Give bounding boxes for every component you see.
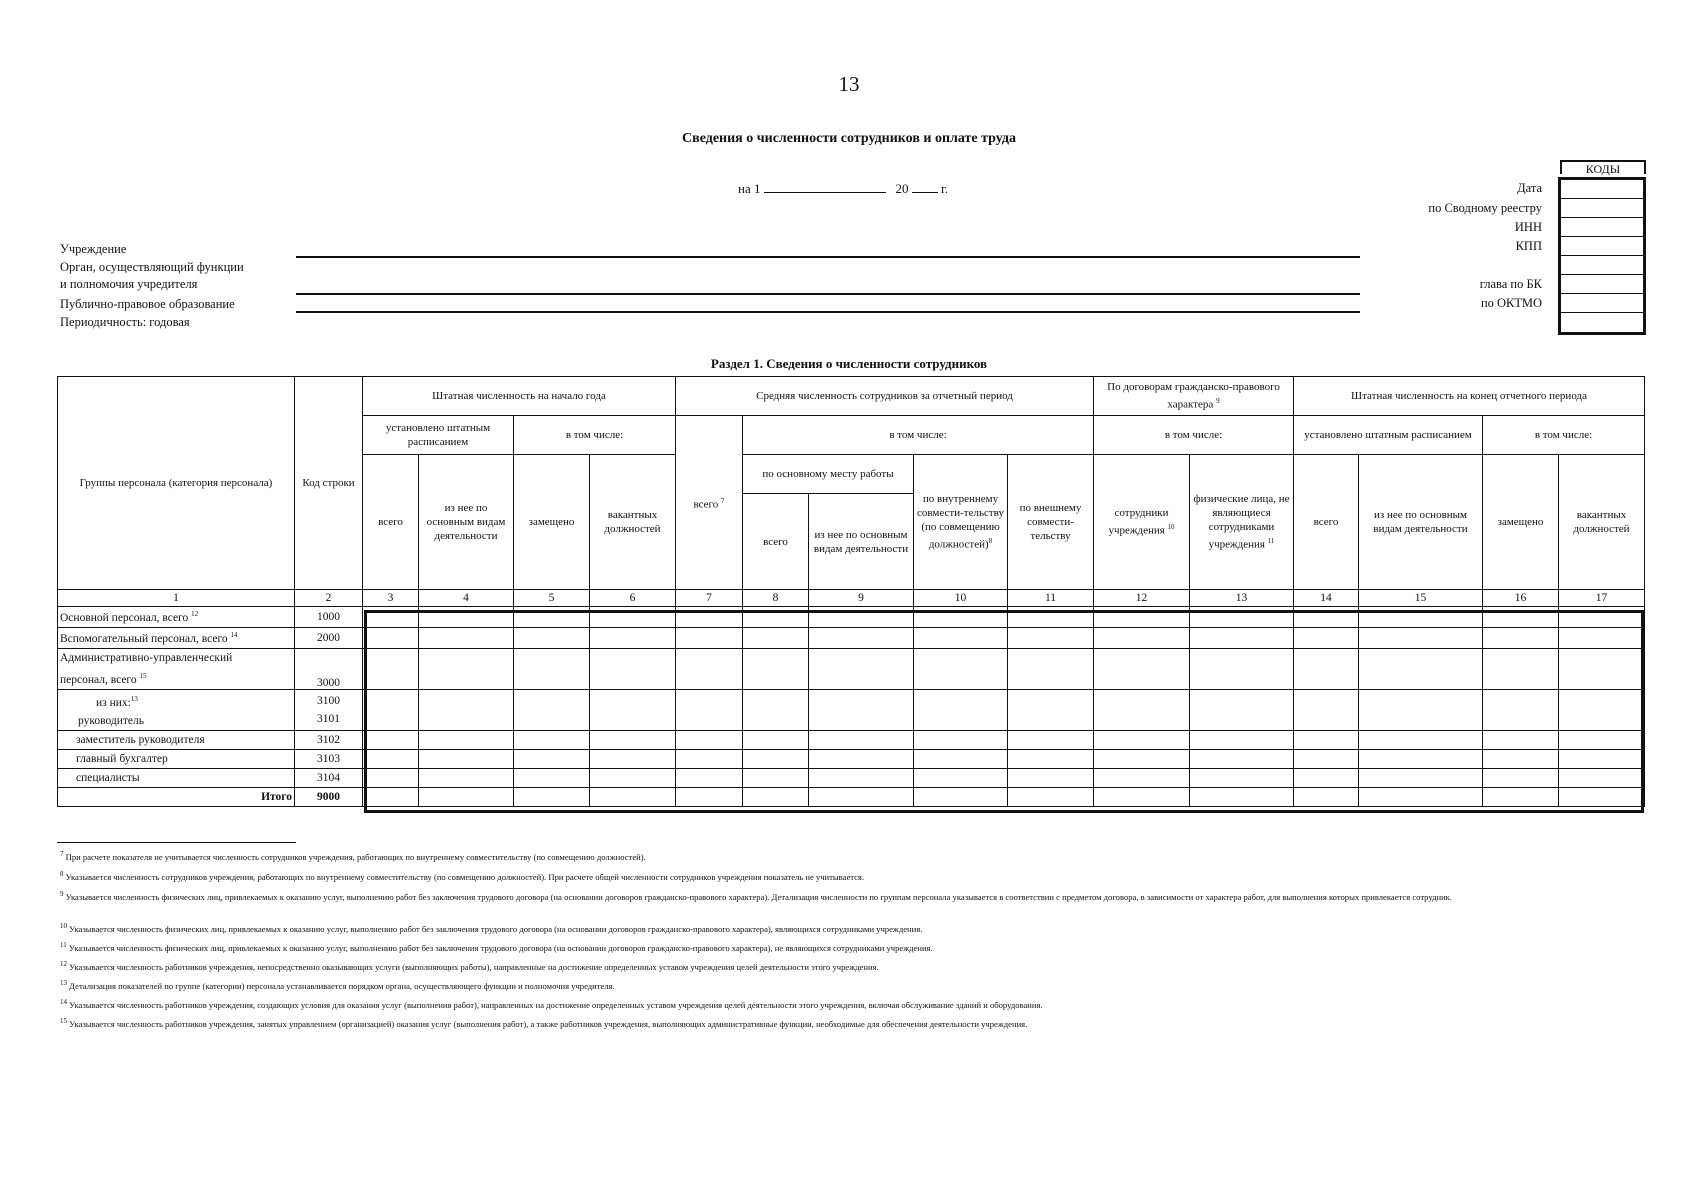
data-cell-col-17[interactable]	[1559, 649, 1645, 690]
date-day-month-field[interactable]	[764, 180, 886, 193]
data-cell-col-14[interactable]	[1294, 690, 1359, 731]
data-cell-col-17[interactable]	[1559, 628, 1645, 649]
data-cell-col-15[interactable]	[1359, 607, 1483, 628]
institution-label: Учреждение	[60, 242, 127, 256]
data-cell-col-6[interactable]	[590, 730, 676, 749]
data-cell-col-11[interactable]	[1008, 607, 1094, 628]
code-label-inn: ИНН	[1514, 220, 1542, 234]
data-cell-col-8[interactable]	[743, 690, 809, 731]
data-cell-col-6[interactable]	[590, 749, 676, 768]
code-cell-kpp[interactable]	[1561, 237, 1643, 256]
data-cell-col-4[interactable]	[419, 768, 514, 787]
row-code: 3104	[295, 768, 363, 787]
data-cell-col-7[interactable]	[676, 730, 743, 749]
data-cell-col-10[interactable]	[914, 768, 1008, 787]
data-cell-col-10[interactable]	[914, 607, 1008, 628]
data-cell-col-11[interactable]	[1008, 787, 1094, 806]
data-cell-col-4[interactable]	[419, 649, 514, 690]
data-cell-col-12[interactable]	[1094, 649, 1190, 690]
header-main-activity-start: из нее по основным видам деятельности	[419, 455, 514, 590]
data-cell-col-17[interactable]	[1559, 730, 1645, 749]
header-total-end: всего	[1294, 455, 1359, 590]
table-row	[58, 607, 1645, 628]
data-cell-col-16[interactable]	[1483, 649, 1559, 690]
row-label: Итого	[58, 787, 295, 806]
data-cell-col-16[interactable]	[1483, 628, 1559, 649]
row-code: 3103	[295, 749, 363, 768]
header-incl-avg: в том числе:	[743, 416, 1094, 455]
row-code: 2000	[295, 628, 363, 649]
table-row	[58, 768, 1645, 787]
data-cell-col-15[interactable]	[1359, 690, 1483, 731]
header-external: по внешнему совмести-тельству	[1008, 455, 1094, 590]
data-cell-col-9[interactable]	[809, 649, 914, 690]
code-label-kpp: КПП	[1515, 239, 1542, 253]
form-title: Сведения о численности сотрудников и оплате труда	[682, 131, 1016, 146]
data-cell-col-3[interactable]	[363, 749, 419, 768]
data-cell-col-12[interactable]	[1094, 607, 1190, 628]
data-cell-col-12[interactable]	[1094, 768, 1190, 787]
header-vacant-end: вакантных должностей	[1559, 455, 1645, 590]
data-cell-col-14[interactable]	[1294, 628, 1359, 649]
footnote-9: $^9$ Указывается численность физических лиц, привлекаемых к оказанию услуг, выполнению работ без заключения трудового договора (на основании договоров гражданско-правового характера). Детализация численности по группам персонала указывается в соответствии с предметом договора, в зависимости от характера работ, для выполнения которых привлекается сотрудник.	[60, 890, 1453, 902]
header-code: Код строки	[295, 377, 363, 590]
data-cell-col-16[interactable]	[1483, 768, 1559, 787]
staff-table	[57, 376, 1645, 807]
header-filled-start: замещено	[514, 455, 590, 590]
row-label: Основной персонал, всего $^{12}$	[58, 607, 295, 628]
data-cell-col-3[interactable]	[363, 690, 419, 731]
data-cell-col-17[interactable]	[1559, 690, 1645, 731]
report-date-line	[738, 180, 948, 197]
footnote-11: $^{11}$ Указывается численность физических лиц, привлекаемых к оказанию услуг, выполнению работ без заключения трудового договора (на основании договоров гражданско-правового характера), не являющихся сотрудниками учреждения.	[60, 941, 933, 953]
organ-field-line[interactable]	[296, 293, 1360, 295]
data-cell-col-9[interactable]	[809, 749, 914, 768]
data-cell-col-8[interactable]	[743, 768, 809, 787]
data-cell-col-5[interactable]	[514, 749, 590, 768]
row-label: специалисты	[58, 768, 295, 787]
col-number: 16	[1483, 590, 1559, 607]
data-cell-col-9[interactable]	[809, 768, 914, 787]
data-cell-col-13[interactable]	[1190, 690, 1294, 731]
data-cell-col-16[interactable]	[1483, 787, 1559, 806]
data-cell-col-6[interactable]	[590, 607, 676, 628]
data-cell-col-4[interactable]	[419, 749, 514, 768]
data-cell-col-7[interactable]	[676, 749, 743, 768]
data-cell-col-8[interactable]	[743, 730, 809, 749]
header-main-place-main-activity: из нее по основным видам деятельности	[809, 494, 914, 590]
data-cell-col-13[interactable]	[1190, 607, 1294, 628]
data-cell-col-3[interactable]	[363, 649, 419, 690]
col-number: 8	[743, 590, 809, 607]
data-cell-col-11[interactable]	[1008, 730, 1094, 749]
row-label: из них:$^{13}$ руководитель	[58, 690, 295, 731]
col-number: 11	[1008, 590, 1094, 607]
data-cell-col-8[interactable]	[743, 787, 809, 806]
column-numbers-row	[58, 590, 1645, 607]
data-cell-col-5[interactable]	[514, 768, 590, 787]
data-cell-col-10[interactable]	[914, 787, 1008, 806]
footnote-15: $^{15}$ Указывается численность работников учреждения, занятых управлением (организацией) оказания услуг (выполнения работ), а также работников учреждения, выполняющих административные функции, необходимые для обеспечения деятельности учреждения.	[60, 1017, 1028, 1029]
data-cell-col-3[interactable]	[363, 787, 419, 806]
footnote-12: $^{12}$ Указывается численность работников учреждения, непосредственно оказывающих услуги (выполняющих работы), направленные на достижение определенных уставом учреждения целей деятельности этого учреждения.	[60, 960, 879, 972]
col-number: 1	[58, 590, 295, 607]
data-cell-col-8[interactable]	[743, 607, 809, 628]
header-main-activity-end: из нее по основным видам деятельности	[1359, 455, 1483, 590]
header-avg-total: всего $^7$	[676, 416, 743, 590]
col-number: 14	[1294, 590, 1359, 607]
code-cell-date[interactable]	[1561, 180, 1643, 199]
data-cell-col-8[interactable]	[743, 628, 809, 649]
codes-header: КОДЫ	[1560, 160, 1646, 174]
row-label: Вспомогательный персонал, всего $^{14}$	[58, 628, 295, 649]
data-cell-col-4[interactable]	[419, 607, 514, 628]
data-cell-col-15[interactable]	[1359, 768, 1483, 787]
data-cell-col-17[interactable]	[1559, 768, 1645, 787]
data-cell-col-16[interactable]	[1483, 730, 1559, 749]
code-label-date: Дата	[1517, 181, 1542, 195]
footnote-7: $^7$ При расчете показателя не учитывается численность сотрудников учреждения, работающих по внутреннему совместительству (по совмещению должностей).	[60, 850, 646, 862]
data-cell-col-16[interactable]	[1483, 749, 1559, 768]
row-code: 3000	[295, 649, 363, 690]
data-cell-col-9[interactable]	[809, 787, 914, 806]
data-cell-col-15[interactable]	[1359, 628, 1483, 649]
header-filled-end: замещено	[1483, 455, 1559, 590]
header-vacant-start: вакантных должностей	[590, 455, 676, 590]
table-row	[58, 749, 1645, 768]
data-cell-col-14[interactable]	[1294, 749, 1359, 768]
row-code: 1000	[295, 607, 363, 628]
data-cell-col-11[interactable]	[1008, 649, 1094, 690]
data-cell-col-7[interactable]	[676, 787, 743, 806]
table-row-total	[58, 787, 1645, 806]
data-cell-col-8[interactable]	[743, 649, 809, 690]
col-number: 10	[914, 590, 1008, 607]
data-cell-col-6[interactable]	[590, 768, 676, 787]
date-year-field[interactable]	[912, 180, 938, 193]
data-cell-col-7[interactable]	[676, 768, 743, 787]
data-cell-col-4[interactable]	[419, 730, 514, 749]
footnote-10: $^{10}$ Указывается численность физических лиц, привлекаемых к оказанию услуг, выполнению работ без заключения трудового договора (на основании договоров гражданско-правового характера), являющихся сотрудниками учреждения.	[60, 922, 923, 934]
data-cell-col-8[interactable]	[743, 749, 809, 768]
data-cell-col-10[interactable]	[914, 628, 1008, 649]
data-cell-col-5[interactable]	[514, 649, 590, 690]
data-cell-col-3[interactable]	[363, 768, 419, 787]
row-code: 9000	[295, 787, 363, 806]
code-label-oktmo: по ОКТМО	[1480, 296, 1542, 310]
footnote-rule	[57, 842, 296, 843]
data-cell-col-6[interactable]	[590, 649, 676, 690]
code-label-registry: по Сводному реестру	[1428, 201, 1542, 215]
col-number: 9	[809, 590, 914, 607]
data-cell-col-12[interactable]	[1094, 730, 1190, 749]
data-cell-col-13[interactable]	[1190, 749, 1294, 768]
data-cell-col-17[interactable]	[1559, 787, 1645, 806]
table-row	[58, 730, 1645, 749]
data-cell-col-9[interactable]	[809, 730, 914, 749]
footnote-14: $^{14}$ Указывается численность работников учреждения, создающих условия для оказания услуг (выполнения работ), направленных на достижение определенных уставом учреждения целей деятельности этого учреждения, включая обслуживание зданий и оборудования.	[60, 998, 1043, 1010]
data-cell-col-11[interactable]	[1008, 690, 1094, 731]
data-cell-col-5[interactable]	[514, 787, 590, 806]
data-cell-col-9[interactable]	[809, 628, 914, 649]
data-cell-col-12[interactable]	[1094, 749, 1190, 768]
data-cell-col-13[interactable]	[1190, 649, 1294, 690]
table-row	[58, 649, 1645, 690]
public-entity-field-line[interactable]	[296, 311, 1360, 313]
header-established-start: установлено штатным расписанием	[363, 416, 514, 455]
data-cell-col-10[interactable]	[914, 690, 1008, 731]
data-cell-col-14[interactable]	[1294, 649, 1359, 690]
data-cell-col-11[interactable]	[1008, 768, 1094, 787]
data-cell-col-6[interactable]	[590, 787, 676, 806]
footnote-13: $^{13}$ Детализация показателей по группе (категории) персонала устанавливается порядком органа, осуществляющего функции и полномочия учредителя.	[60, 979, 615, 991]
page-number: 13	[838, 72, 860, 96]
data-cell-col-3[interactable]	[363, 628, 419, 649]
data-cell-col-7[interactable]	[676, 649, 743, 690]
row-label: Административно-управленческий персонал, всего $^{15}$	[58, 649, 295, 690]
col-number: 2	[295, 590, 363, 607]
header-start-of-year: Штатная численность на начало года	[363, 377, 676, 416]
code-cell-blank[interactable]	[1561, 256, 1643, 275]
data-cell-col-4[interactable]	[419, 690, 514, 731]
data-cell-col-4[interactable]	[419, 787, 514, 806]
periodicity-label: Периодичность: годовая	[60, 315, 190, 329]
date-year-prefix: 20	[895, 181, 909, 196]
data-cell-col-5[interactable]	[514, 628, 590, 649]
data-cell-col-7[interactable]	[676, 628, 743, 649]
data-cell-col-3[interactable]	[363, 730, 419, 749]
data-cell-col-17[interactable]	[1559, 607, 1645, 628]
header-civil-contracts: По договорам гражданско-правового характера $^9$	[1094, 377, 1294, 416]
date-prefix: на 1	[738, 181, 761, 196]
data-cell-col-17[interactable]	[1559, 749, 1645, 768]
table-row	[58, 628, 1645, 649]
data-cell-col-15[interactable]	[1359, 730, 1483, 749]
data-cell-col-14[interactable]	[1294, 730, 1359, 749]
row-code: 3102	[295, 730, 363, 749]
col-number: 4	[419, 590, 514, 607]
col-number: 13	[1190, 590, 1294, 607]
data-cell-col-15[interactable]	[1359, 649, 1483, 690]
data-cell-col-10[interactable]	[914, 730, 1008, 749]
section-title: Раздел 1. Сведения о численности сотрудников	[710, 356, 988, 371]
table-row	[58, 690, 1645, 731]
data-cell-col-11[interactable]	[1008, 749, 1094, 768]
col-number: 7	[676, 590, 743, 607]
data-cell-col-5[interactable]	[514, 690, 590, 731]
data-cell-col-12[interactable]	[1094, 787, 1190, 806]
institution-field-line[interactable]	[296, 256, 1360, 258]
header-established-end: установлено штатным расписанием	[1294, 416, 1483, 455]
row-label: главный бухгалтер	[58, 749, 295, 768]
code-cell-inn[interactable]	[1561, 218, 1643, 237]
col-number: 5	[514, 590, 590, 607]
row-label: заместитель руководителя	[58, 730, 295, 749]
data-cell-col-5[interactable]	[514, 607, 590, 628]
data-cell-col-4[interactable]	[419, 628, 514, 649]
col-number: 12	[1094, 590, 1190, 607]
data-cell-col-9[interactable]	[809, 690, 914, 731]
row-code: 3100 3101	[295, 690, 363, 731]
header-non-employees: физические лица, не являющиеся сотрудниками учреждения $^{11}$	[1190, 455, 1294, 590]
organ-label-line2: и полномочия учредителя	[60, 277, 198, 291]
data-cell-col-13[interactable]	[1190, 628, 1294, 649]
header-internal: по внутреннему совмести-тельству (по совмещению должностей)$^8$	[914, 455, 1008, 590]
data-cell-col-10[interactable]	[914, 649, 1008, 690]
data-cell-col-9[interactable]	[809, 607, 914, 628]
header-incl-start: в том числе:	[514, 416, 676, 455]
code-cell-registry[interactable]	[1561, 199, 1643, 218]
data-cell-col-12[interactable]	[1094, 690, 1190, 731]
header-total-start: всего	[363, 455, 419, 590]
header-incl-end: в том числе:	[1483, 416, 1645, 455]
codes-box	[1558, 177, 1646, 335]
header-average: Средняя численность сотрудников за отчетный период	[676, 377, 1094, 416]
col-number: 17	[1559, 590, 1645, 607]
data-cell-col-10[interactable]	[914, 749, 1008, 768]
data-cell-col-13[interactable]	[1190, 730, 1294, 749]
footnote-8: $^8$ Указывается численность сотрудников учреждения, работающих по внутреннему совместительству (по совмещению должностей). При расчете общей численности сотрудников учреждения показатель не учитывается.	[60, 870, 865, 882]
code-cell-periodicity[interactable]	[1561, 313, 1643, 332]
header-incl-civil: в том числе:	[1094, 416, 1294, 455]
col-number: 3	[363, 590, 419, 607]
code-cell-bk[interactable]	[1561, 275, 1643, 294]
code-label-bk: глава по БК	[1479, 277, 1542, 291]
data-cell-col-13[interactable]	[1190, 768, 1294, 787]
data-cell-col-7[interactable]	[676, 690, 743, 731]
public-entity-label: Публично-правовое образование	[60, 297, 235, 311]
data-cell-col-15[interactable]	[1359, 787, 1483, 806]
data-cell-col-5[interactable]	[514, 730, 590, 749]
col-number: 15	[1359, 590, 1483, 607]
header-end-of-period: Штатная численность на конец отчетного периода	[1294, 377, 1645, 416]
date-suffix: г.	[940, 181, 949, 196]
data-cell-col-11[interactable]	[1008, 628, 1094, 649]
header-main-place: по основному месту работы	[743, 455, 914, 494]
code-cell-oktmo[interactable]	[1561, 294, 1643, 313]
data-cell-col-16[interactable]	[1483, 690, 1559, 731]
data-cell-col-3[interactable]	[363, 607, 419, 628]
data-cell-col-14[interactable]	[1294, 607, 1359, 628]
data-cell-col-13[interactable]	[1190, 787, 1294, 806]
header-employees: сотрудники учреждения $^{10}$	[1094, 455, 1190, 590]
data-cell-col-6[interactable]	[590, 690, 676, 731]
data-cell-col-16[interactable]	[1483, 607, 1559, 628]
data-cell-col-6[interactable]	[590, 628, 676, 649]
organ-label-line1: Орган, осуществляющий функции	[60, 260, 244, 274]
col-number: 6	[590, 590, 676, 607]
data-cell-col-15[interactable]	[1359, 749, 1483, 768]
data-cell-col-7[interactable]	[676, 607, 743, 628]
data-cell-col-12[interactable]	[1094, 628, 1190, 649]
header-group: Группы персонала (категория персонала)	[58, 377, 295, 590]
data-cell-col-14[interactable]	[1294, 787, 1359, 806]
header-main-place-total: всего	[743, 494, 809, 590]
data-cell-col-14[interactable]	[1294, 768, 1359, 787]
